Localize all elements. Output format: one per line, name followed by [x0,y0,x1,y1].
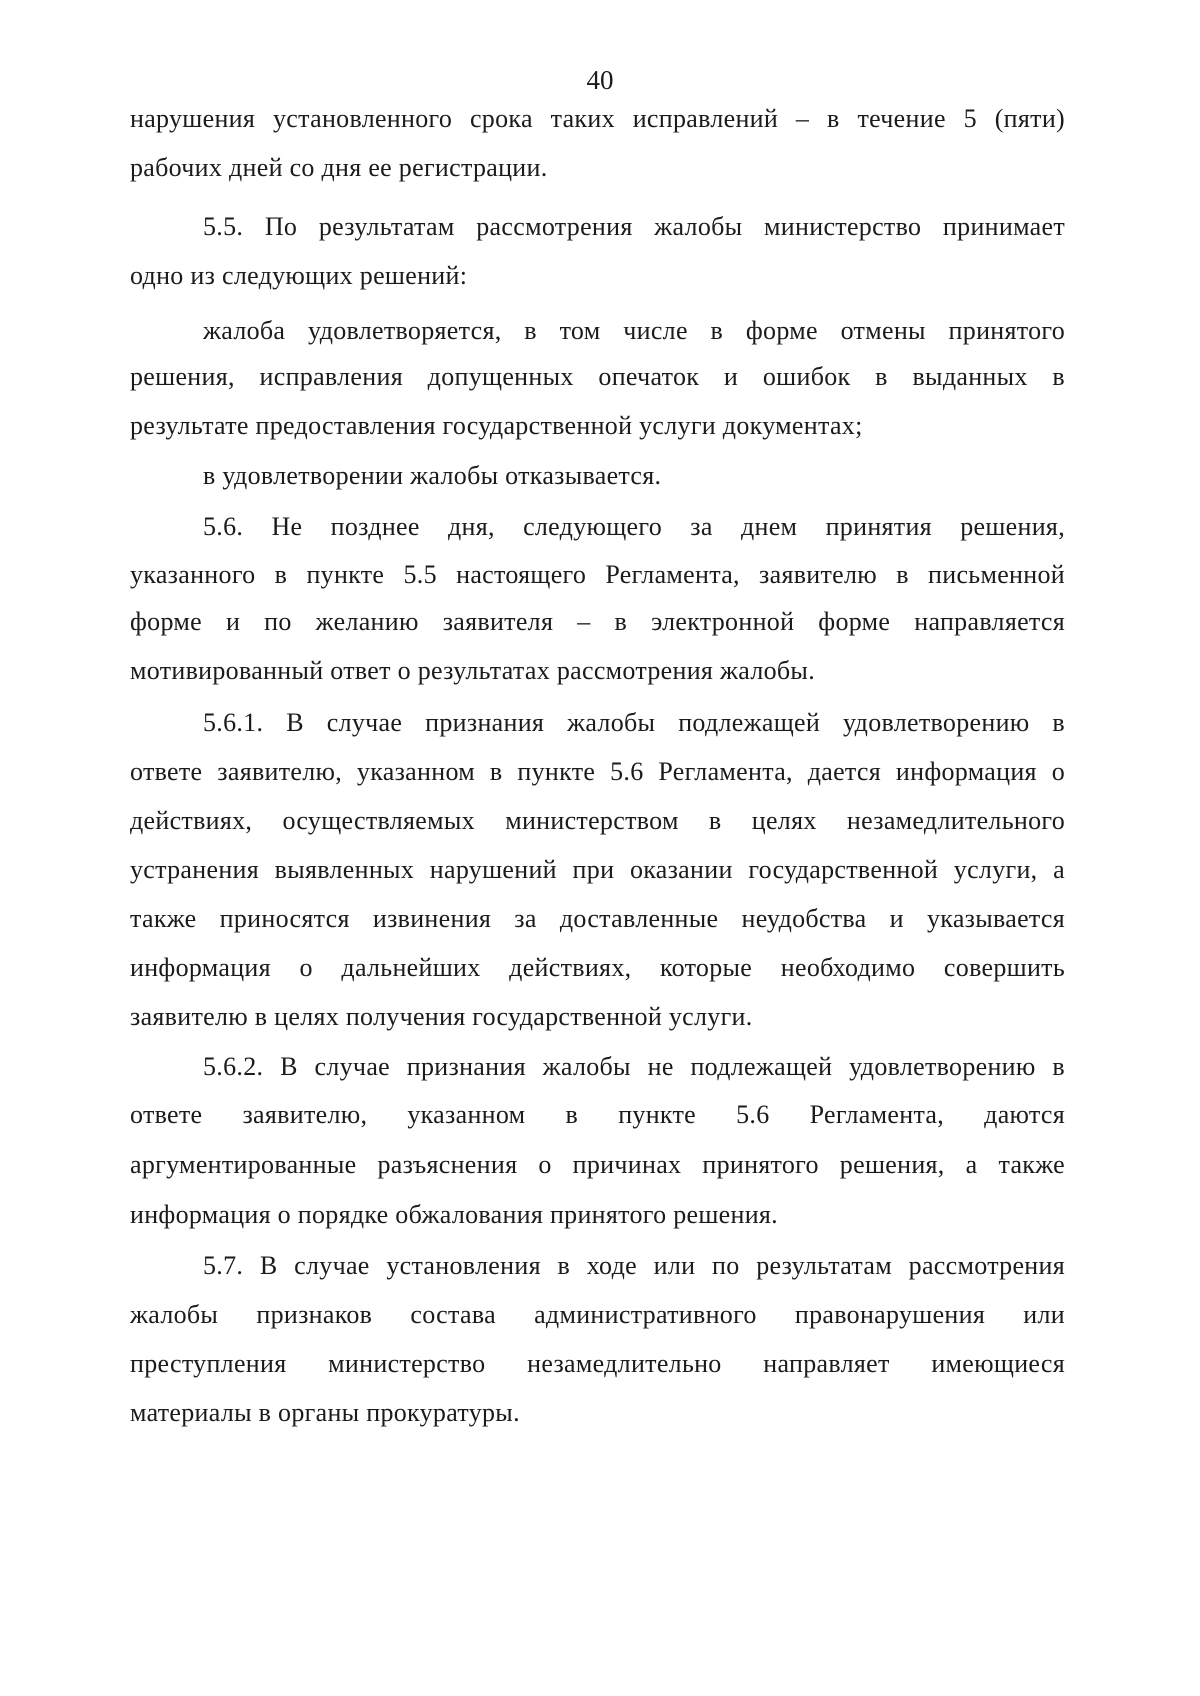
text-line: указанного в пункте 5.5 настоящего Регламента, заявителю в письменной [130,560,1065,589]
text-line: информация о дальнейших действиях, которые необходимо совершить [130,953,1065,982]
text-line: 5.6.1. В случае признания жалобы подлежащей удовлетворению в [203,708,1065,737]
text-line: также приносятся извинения за доставленные неудобства и указывается [130,904,1065,933]
text-line: форме и по желанию заявителя – в электронной форме направляется [130,607,1065,636]
text-line: жалобы признаков состава административного правонарушения или [130,1300,1065,1329]
text-line: 5.6.2. В случае признания жалобы не подлежащей удовлетворению в [203,1052,1065,1081]
text-line: аргументированные разъяснения о причинах принятого решения, а также [130,1150,1065,1179]
text-line: заявителю в целях получения государственной услуги. [130,1002,753,1031]
text-line: жалоба удовлетворяется, в том числе в форме отмены принятого [203,316,1065,345]
page-number: 40 [586,65,614,95]
text-line: рабочих дней со дня ее регистрации. [130,153,548,182]
text-line: 5.5. По результатам рассмотрения жалобы министерство принимает [203,212,1065,241]
text-line: устранения выявленных нарушений при оказании государственной услуги, а [130,855,1065,884]
text-line: материалы в органы прокуратуры. [130,1398,520,1427]
text-line: результате предоставления государственной услуги документах; [130,411,863,440]
text-line: нарушения установленного срока таких исправлений – в течение 5 (пяти) [130,104,1065,133]
text-line: в удовлетворении жалобы отказывается. [203,461,662,490]
text-line: мотивированный ответ о результатах рассмотрения жалобы. [130,656,815,685]
text-line: 5.6. Не позднее дня, следующего за днем принятия решения, [203,512,1065,541]
text-line: решения, исправления допущенных опечаток и ошибок в выданных в [130,362,1065,391]
text-line: ответе заявителю, указанном в пункте 5.6 Регламента, даются [130,1100,1065,1129]
text-line: ответе заявителю, указанном в пункте 5.6 Регламента, дается информация о [130,757,1065,786]
text-line: одно из следующих решений: [130,261,468,290]
text-line: действиях, осуществляемых министерством в целях незамедлительного [130,806,1065,835]
text-line: преступления министерство незамедлительно направляет имеющиеся [130,1349,1065,1378]
text-line: 5.7. В случае установления в ходе или по результатам рассмотрения [203,1251,1065,1280]
text-line: информация о порядке обжалования принятого решения. [130,1200,778,1229]
